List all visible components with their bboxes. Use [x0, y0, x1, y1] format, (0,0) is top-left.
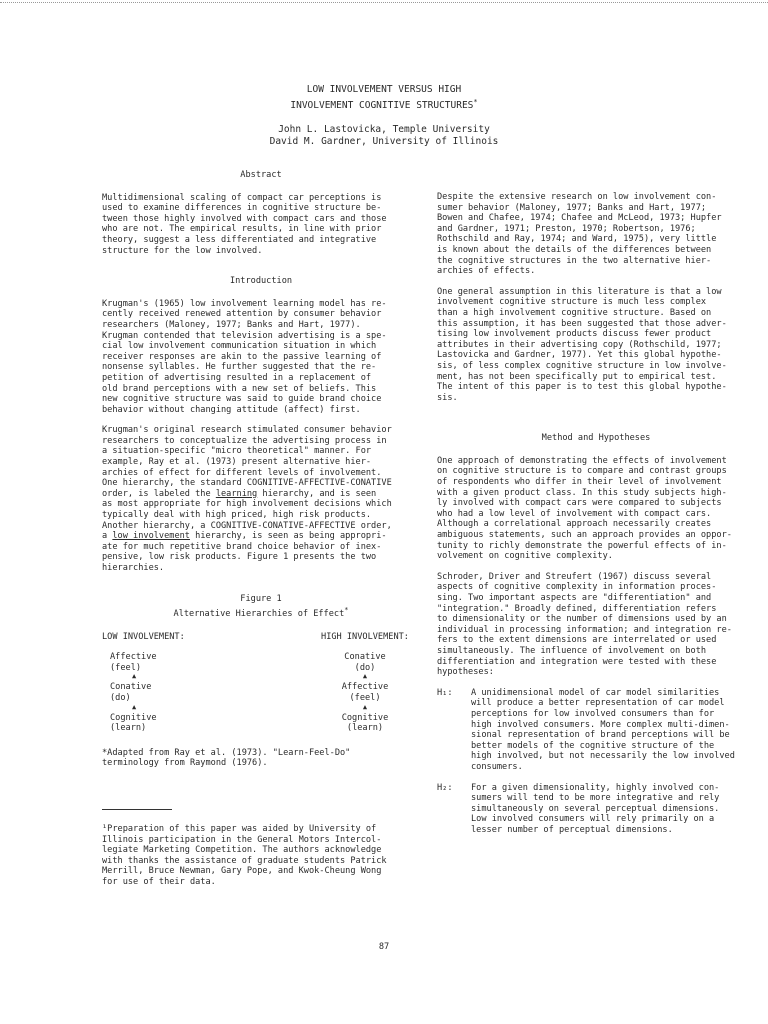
low-stage-1: Affective (feel) [110, 652, 157, 673]
scan-edge-rule [0, 2, 768, 3]
title-line-1: LOW INVOLVEMENT VERSUS HIGH [306, 84, 462, 95]
high-stage-1: Conative (do) [344, 652, 386, 673]
hypothesis-1-text: A unidimensional model of car model similarities will produce a better representation of car model perceptions for low involved consumers than for high involved consumers. More complex multi-dimen- sional representation of brand perceptions will be better models of the cognitive structure of the high involved, but not necessarily the low involved consumers. [471, 687, 735, 772]
right-column [437, 192, 755, 845]
method-heading: Method and Hypotheses [541, 433, 651, 444]
author-2: David M. Gardner, University of Illinois [269, 136, 499, 148]
learning-term: learning [215, 488, 258, 499]
abstract-text: Multidimensional scaling of compact car perceptions is used to examine differences in cognitive structure be- tween those highly involved with compact cars and those who are not. The empirical results, in line with prior theory, suggest a less differentiated and integrative structure for the low involved. [102, 192, 387, 256]
footnote-divider [102, 809, 172, 810]
high-involvement-head: HIGH INVOLVEMENT: [321, 631, 409, 642]
title-line-2: INVOLVEMENT COGNITIVE STRUCTURES* [290, 98, 478, 112]
author-1: John L. Lastovicka, Temple University [278, 124, 490, 136]
hypothesis-2-label: H₂: [437, 782, 453, 793]
title-asterisk: * [473, 98, 478, 106]
footnote: ¹Preparation of this paper was aided by University of Illinois participation in the General Motors Intercol- legiate Marketing Competition. The authors acknowledge with thanks the assistance of graduate students Patrick Merrill, Bruce Newman, Gary Pope, and Kwok-Cheung Wong for use of their data. [102, 823, 387, 887]
arrow-up-icon: ▲ [362, 672, 368, 681]
low-stage-3: Cognitive (learn) [110, 712, 157, 734]
arrow-up-icon: ▲ [132, 702, 137, 711]
hypothesis-2 [437, 783, 755, 836]
hypothesis-2-text: For a given dimensionality, highly involved con- sumers will tend to be more integrative and rely simultaneously on several perceptual dimensions. Low involved consumers will rely primarily on a lesser number of perceptual dimensions. [471, 782, 720, 835]
low-involvement-head: LOW INVOLVEMENT: [102, 631, 185, 642]
figure-1 [102, 594, 420, 769]
intro-paragraph-1: Krugman's (1965) low involvement learning model has re- cently received renewed attention by consumer behavior researchers (Maloney, 1977; Banks and Hart, 1977). Krugman contended that television advertising is a spe- cial low involvement communication situation in which receiver responses are akin to the passive learning of nonsense syllables. He further suggested that the re- petition of advertising resulted in a replacement of old brand perceptions with a new set of beliefs. This new cognitive structure was said to guide brand choice behavior without changing attitude (affect) first. [102, 298, 387, 415]
arrow-up-icon: ▲ [132, 672, 137, 681]
abstract-heading: Abstract [240, 170, 282, 180]
introduction-heading: Introduction [229, 276, 293, 287]
figure-hierarchies [102, 632, 420, 734]
arrow-up-icon: ▲ [362, 702, 368, 711]
right-paragraph-2: One general assumption in this literature is that a low involvement cognitive structure is much less complex than a high involvement cognitive structure. Based on this assumption, it has been suggested that those adver- tising low involvement products discuss fewer product attributes in their advertising copy (Rothschild, 1977; Lastovicka and Gardner, 1977). Yet this global hypothe- sis, of less complex cognitive structure in low involve- ment, has not been specifically put to empirical test. The intent of this paper is to test this global hypothe- sis. [437, 286, 727, 403]
low-involvement-hierarchy [102, 632, 242, 734]
high-stage-2: Affective (feel) [341, 682, 389, 704]
method-paragraph-2: Schroder, Driver and Streufert (1967) discuss several aspects of cognitive complexity in information proces- sing. Two important aspects are "differentiation" and "integration." Broadly defined, differentiation refers to dimensionality or the number of dimensions used by an individual in processing information; and integration re- fers to the extent dimensions are interrelated or used simultaneously. The influence of involvement on both differentiation and integration were tested with these hypotheses: [437, 571, 732, 678]
page-number: 87 [378, 942, 390, 952]
low-involvement-term: low involvement [112, 531, 190, 542]
figure-title: Alternative Hierarchies of Effect* [173, 606, 349, 620]
high-stage-3: Cognitive (learn) [341, 712, 389, 734]
figure-asterisk: * [344, 606, 349, 615]
hypothesis-1-label: H₁: [437, 687, 453, 698]
method-paragraph-1: One approach of demonstrating the effects of involvement on cognitive structure is to compare and contrast groups of respondents who differ in their level of involvement with a given product class. In this study subjects high- ly involved with compact cars were compared to subjects who had a low level of involvement with compact cars. Although a correlational approach necessarily creates ambiguous statements, such an approach provides an oppor- tunity to richly demonstrate the powerful effects of in- volvement on cognitive complexity. [437, 455, 732, 562]
low-stage-2: Conative (do) [110, 682, 152, 704]
figure-label: Figure 1 [240, 593, 282, 604]
paper-header [0, 84, 768, 148]
right-paragraph-1: Despite the extensive research on low involvement con- sumer behavior (Maloney, 1977; Banks and Hart, 1977; Bowen and Chafee, 1974; Chafee and McLeod, 1973; Hupfer and Gardner, 1971; Preston, 1970; Robertson, 1976; Rothschild and Ray, 1974; and Ward, 1975), very little is known about the details of the differences between the cognitive structures in the two alternative hier- archies of effects. [437, 192, 722, 277]
high-involvement-hierarchy [310, 632, 420, 734]
figure-note: *Adapted from Ray et al. (1973). "Learn-Feel-Do" terminology from Raymond (1976). [102, 747, 351, 769]
intro-paragraph-2: Krugman's original research stimulated consumer behavior researchers to conceptualize the advertising process in a situation-specific "micro theoretical" manner. For example, Ray et al. (1973) present alternative hier- archies of effect for different levels of involvement. One hierarchy, the standard COGNITIVE-AFFECTIVE-CONATIVE order, is labeled the learning hierarchy, and is seen as most appropriate for high involvement decisions which typically deal with high priced, high risk products. Another hierarchy, a COGNITIVE-CONATIVE-AFFECTIVE order, a low involvement hierarchy, is seen as being appropri- ate for much repetitive brand choice behavior of inex- pensive, low risk products. Figure 1 presents the two hierarchies. [102, 425, 392, 573]
left-column [102, 170, 420, 888]
hypothesis-1 [437, 688, 755, 773]
